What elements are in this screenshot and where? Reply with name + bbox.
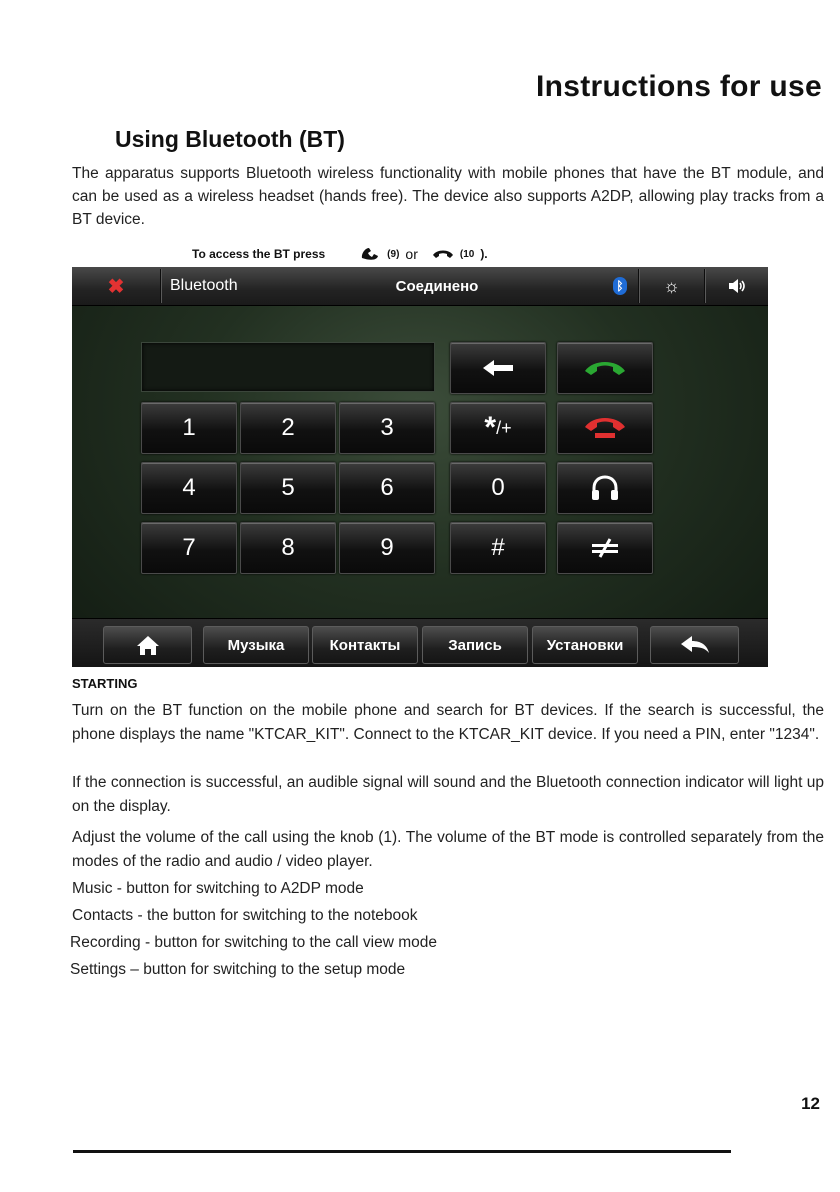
screen-title [170, 267, 270, 305]
volume-button[interactable] [705, 267, 768, 305]
brightness-icon: ☼ [663, 275, 680, 296]
list-item: Contacts - the button for switching to the notebook [72, 907, 418, 924]
disconnect-button[interactable] [557, 522, 653, 574]
key-2[interactable] [240, 402, 336, 454]
key-hash-label: # [491, 534, 505, 561]
key-0-label: 0 [491, 474, 505, 501]
call-end-icon [432, 246, 454, 262]
key-star-label: * [484, 411, 497, 444]
settings-button[interactable] [532, 626, 638, 664]
home-icon [135, 634, 161, 656]
key-3[interactable] [339, 402, 435, 454]
key-star-suffix: /+ [496, 417, 512, 438]
screen-bottom-bar [72, 618, 768, 667]
starting-paragraph-3: Adjust the volume of the call using the knob (1). The volume of the BT mode is controlled separately from the modes of the radio and audio / video player. [72, 829, 824, 870]
key-2-label: 2 [281, 414, 295, 441]
home-button[interactable] [103, 626, 192, 664]
key-6[interactable] [339, 462, 435, 514]
contacts-button[interactable] [312, 626, 418, 664]
starting-heading: STARTING [72, 676, 138, 691]
access-suffix: ). [480, 247, 488, 261]
headset-button[interactable] [557, 462, 653, 514]
key-7[interactable] [141, 522, 237, 574]
key-10-label: (10 [459, 248, 475, 260]
key-6-label: 6 [380, 474, 394, 501]
key-0[interactable] [450, 462, 546, 514]
contacts-label: Контакты [329, 636, 401, 654]
starting-paragraph-1: Turn on the BT function on the mobile phone and search for BT devices. If the search is successful, the phone displays the name "KTCAR_KIT". Connect to the KTCAR_KIT device. If you need a PIN, enter "1234". [72, 702, 824, 743]
back-arrow-icon [679, 635, 711, 655]
key-star[interactable] [450, 402, 546, 454]
key-4-label: 4 [182, 474, 196, 501]
screen-top-bar [72, 267, 768, 306]
volume-icon [727, 278, 747, 294]
connection-status-text: Соединено [395, 277, 479, 295]
close-icon: ✖ [107, 275, 125, 298]
key-3-label: 3 [380, 414, 394, 441]
key-8[interactable] [240, 522, 336, 574]
number-display [141, 342, 435, 392]
brightness-button[interactable] [639, 267, 704, 305]
key-9-label: (9) [387, 248, 400, 260]
page-header-title: Instructions for use [535, 70, 822, 103]
backspace-arrow-icon [481, 359, 515, 377]
call-accept-icon [359, 246, 381, 262]
key-8-label: 8 [281, 534, 295, 561]
access-instruction [192, 242, 488, 266]
page-number: 12 [801, 1094, 820, 1113]
key-1[interactable] [141, 402, 237, 454]
music-label: Музыка [227, 636, 285, 654]
disconnect-icon [588, 537, 622, 559]
key-hash[interactable] [450, 522, 546, 574]
key-1-label: 1 [182, 414, 196, 441]
call-end-icon [583, 415, 627, 441]
screen-title-text: Bluetooth [170, 277, 238, 294]
list-item: Music - button for switching to A2DP mode [72, 880, 364, 897]
headphones-icon [590, 474, 620, 502]
backspace-button[interactable] [450, 342, 546, 394]
call-button[interactable] [557, 342, 653, 394]
starting-paragraph-2: If the connection is successful, an audible signal will sound and the Bluetooth connection indicator will light up on the display. [72, 774, 824, 815]
key-5-label: 5 [281, 474, 295, 501]
key-5[interactable] [240, 462, 336, 514]
record-button[interactable] [422, 626, 528, 664]
bluetooth-icon: ᛒ [613, 277, 627, 295]
back-button[interactable] [650, 626, 739, 664]
footer-divider [73, 1150, 731, 1153]
section-title: Using Bluetooth (BT) [115, 126, 345, 152]
key-4[interactable] [141, 462, 237, 514]
bluetooth-screen [72, 267, 768, 667]
key-7-label: 7 [182, 534, 196, 561]
intro-paragraph: The apparatus supports Bluetooth wireless functionality with mobile phones that have the BT module, and can be used as a wireless headset (hands free). The device also supports A2DP, allowing play tracks from a BT device. [72, 165, 824, 228]
list-item: Recording - button for switching to the call view mode [70, 934, 438, 951]
bluetooth-indicator [602, 267, 638, 305]
key-9[interactable] [339, 522, 435, 574]
list-item: Settings – button for switching to the setup mode [70, 961, 406, 978]
record-label: Запись [448, 636, 502, 654]
or-label: or [405, 246, 418, 262]
hangup-button[interactable] [557, 402, 653, 454]
close-button[interactable] [72, 267, 160, 305]
call-accept-icon [583, 357, 627, 379]
settings-label: Установки [546, 636, 624, 654]
connection-status [362, 267, 512, 305]
music-button[interactable] [203, 626, 309, 664]
access-prefix: To access the BT press [192, 247, 326, 261]
key-9-label: 9 [380, 534, 394, 561]
